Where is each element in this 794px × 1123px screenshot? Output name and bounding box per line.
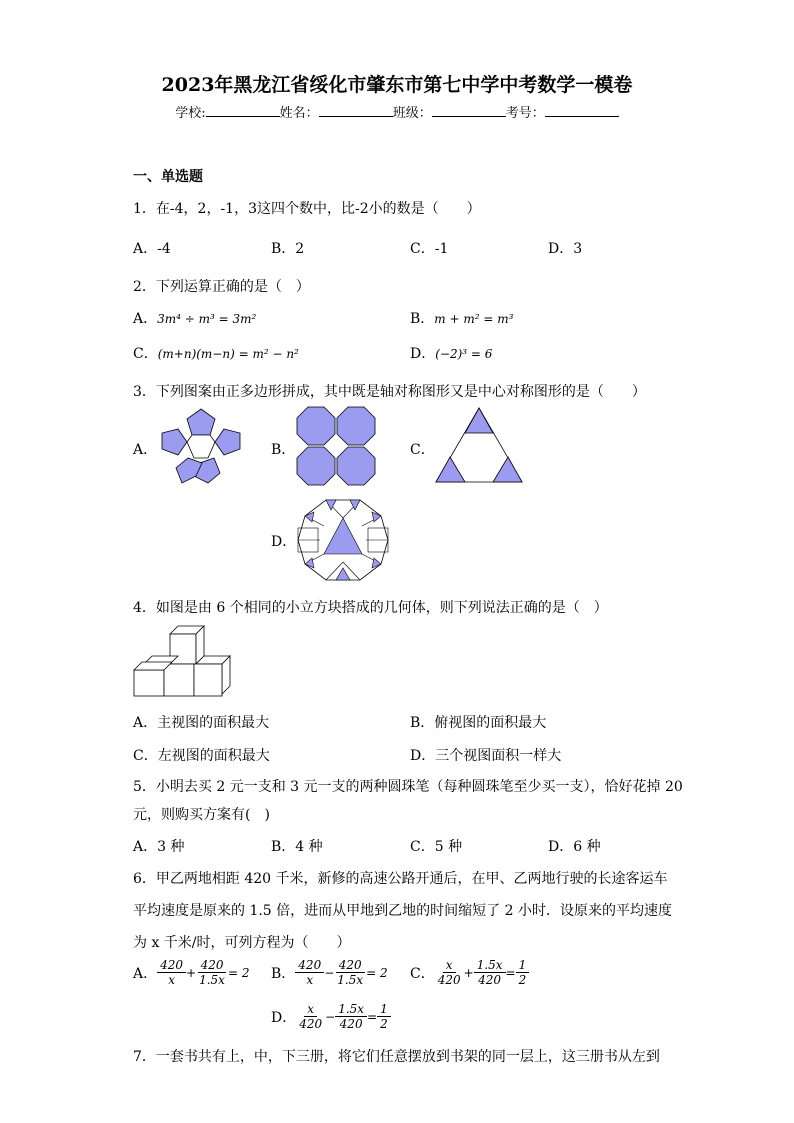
q6-a-frac1: $\frac{420}{x}$	[157, 958, 186, 987]
q6-d-frac1: $\frac{x}{420}$	[299, 1002, 323, 1031]
q6-d-frac3: $\frac{1}{2}$	[377, 1002, 391, 1031]
q4-option-b[interactable]: B．俯视图的面积最大	[410, 715, 547, 731]
q6-a-frac2: $\frac{420}{1.5x}$	[199, 958, 225, 987]
q2-option-a[interactable]: A．3m⁴ ÷ m³ = 3m²	[133, 311, 257, 327]
q4-cube-figure	[132, 624, 238, 700]
q2-option-b[interactable]: B．m + m² = m³	[410, 311, 514, 327]
q2-expr-a: 3m⁴ ÷ m³ = 3m²	[157, 312, 257, 326]
q1-stem: 1．在-4，2，-1，3这四个数中，比-2小的数是（ ）	[133, 201, 481, 217]
q2-option-d[interactable]: D．(−2)³ = 6	[410, 346, 493, 362]
q3-label-b[interactable]: B．	[271, 442, 296, 458]
q3-label-c[interactable]: C．	[410, 442, 435, 458]
q4-option-a[interactable]: A．主视图的面积最大	[133, 715, 270, 731]
q3-figure-a-pentagons	[156, 406, 246, 486]
q2-stem: 2．下列运算正确的是（ ）	[133, 279, 310, 295]
q3-stem: 3．下列图案由正多边形拼成，其中既是轴对称图形又是中心对称图形的是（ ）	[133, 384, 646, 400]
name-label: 姓名：	[279, 106, 319, 121]
q2-option-c[interactable]: C．(m+n)(m−n) = m² − n²	[133, 346, 299, 362]
q3-figure-b-octagons	[296, 406, 376, 486]
q5-line1: 5．小明去买 2 元一支和 3 元一支的两种圆珠笔（每种圆珠笔至少买一支），恰好花掉 20	[133, 779, 683, 795]
q5-option-b[interactable]: B．4 种	[271, 839, 323, 855]
q6-line2: 平均速度是原来的 1.5 倍，进而从甲地到乙地的时间缩短了 2 小时．设原来的平均速度	[133, 903, 672, 919]
q6-option-d[interactable]: D． $\frac{x}{420}$ − $\frac{1.5x}{420}$ = $\frac{1}{2}$	[271, 1002, 391, 1031]
school-label: 学校:	[175, 106, 206, 121]
q4-option-d[interactable]: D．三个视图面积一样大	[410, 748, 562, 764]
q3-label-d[interactable]: D．	[271, 534, 297, 550]
q6-c-frac1: $\frac{x}{420}$	[437, 958, 461, 987]
student-info-line	[0, 102, 794, 121]
q1-option-a[interactable]: A．-4	[133, 241, 171, 257]
q4-option-c[interactable]: C．左视图的面积最大	[133, 748, 270, 764]
q7-line1: 7．一套书共有上，中，下三册，将它们任意摆放到书架的同一层上，这三册书从左到	[133, 1049, 660, 1065]
q6-b-frac2: $\frac{420}{1.5x}$	[337, 958, 364, 987]
q6-option-a[interactable]: A． $\frac{420}{x}$ + $\frac{420}{1.5x}$ = 2	[133, 958, 250, 987]
class-blank[interactable]	[432, 104, 506, 117]
q2-expr-b: m + m² = m³	[434, 312, 514, 326]
q6-option-b[interactable]: B． $\frac{420}{x}$ − $\frac{420}{1.5x}$ = 2	[271, 958, 388, 987]
q1-option-d[interactable]: D．3	[548, 241, 583, 257]
name-blank[interactable]	[319, 104, 393, 117]
exam-number-blank[interactable]	[545, 104, 619, 117]
exam-number-label: 考号：	[505, 106, 545, 121]
school-blank[interactable]	[206, 104, 280, 117]
q5-option-a[interactable]: A．3 种	[133, 839, 185, 855]
q6-c-frac3: $\frac{1}{2}$	[516, 958, 530, 987]
q1-option-b[interactable]: B．2	[271, 241, 305, 257]
q6-c-frac2: $\frac{1.5x}{420}$	[474, 958, 506, 987]
q3-figure-d-dodecagon	[296, 498, 390, 582]
q3-label-a[interactable]: A．	[133, 442, 158, 458]
q6-b-frac1: $\frac{420}{x}$	[295, 958, 324, 987]
q5-line2: 元，则购买方案有( )	[133, 807, 270, 823]
section-heading: 一、单选题	[133, 169, 203, 185]
q2-expr-c: (m+n)(m−n) = m² − n²	[157, 347, 299, 361]
q3-figure-c-triangle	[434, 406, 524, 484]
q6-line3: 为 x 千米/时，可列方程为（ ）	[133, 935, 351, 951]
q5-option-c[interactable]: C．5 种	[410, 839, 463, 855]
class-label: 班级：	[392, 106, 432, 121]
q6-option-c[interactable]: C． $\frac{x}{420}$ + $\frac{1.5x}{420}$ = $\frac{1}{2}$	[410, 958, 529, 987]
q1-option-c[interactable]: C．-1	[410, 241, 449, 257]
q6-d-frac2: $\frac{1.5x}{420}$	[335, 1002, 367, 1031]
q4-stem: 4．如图是由 6 个相同的小立方块搭成的几何体，则下列说法正确的是（ ）	[133, 600, 608, 616]
q6-line1: 6．甲乙两地相距 420 千米，新修的高速公路开通后，在甲、乙两地行驶的长途客运车	[133, 871, 668, 887]
q5-option-d[interactable]: D．6 种	[548, 839, 601, 855]
q2-expr-d: (−2)³ = 6	[435, 347, 493, 361]
page-title: 2023年黑龙江省绥化市肇东市第七中学中考数学一模卷	[161, 74, 633, 96]
